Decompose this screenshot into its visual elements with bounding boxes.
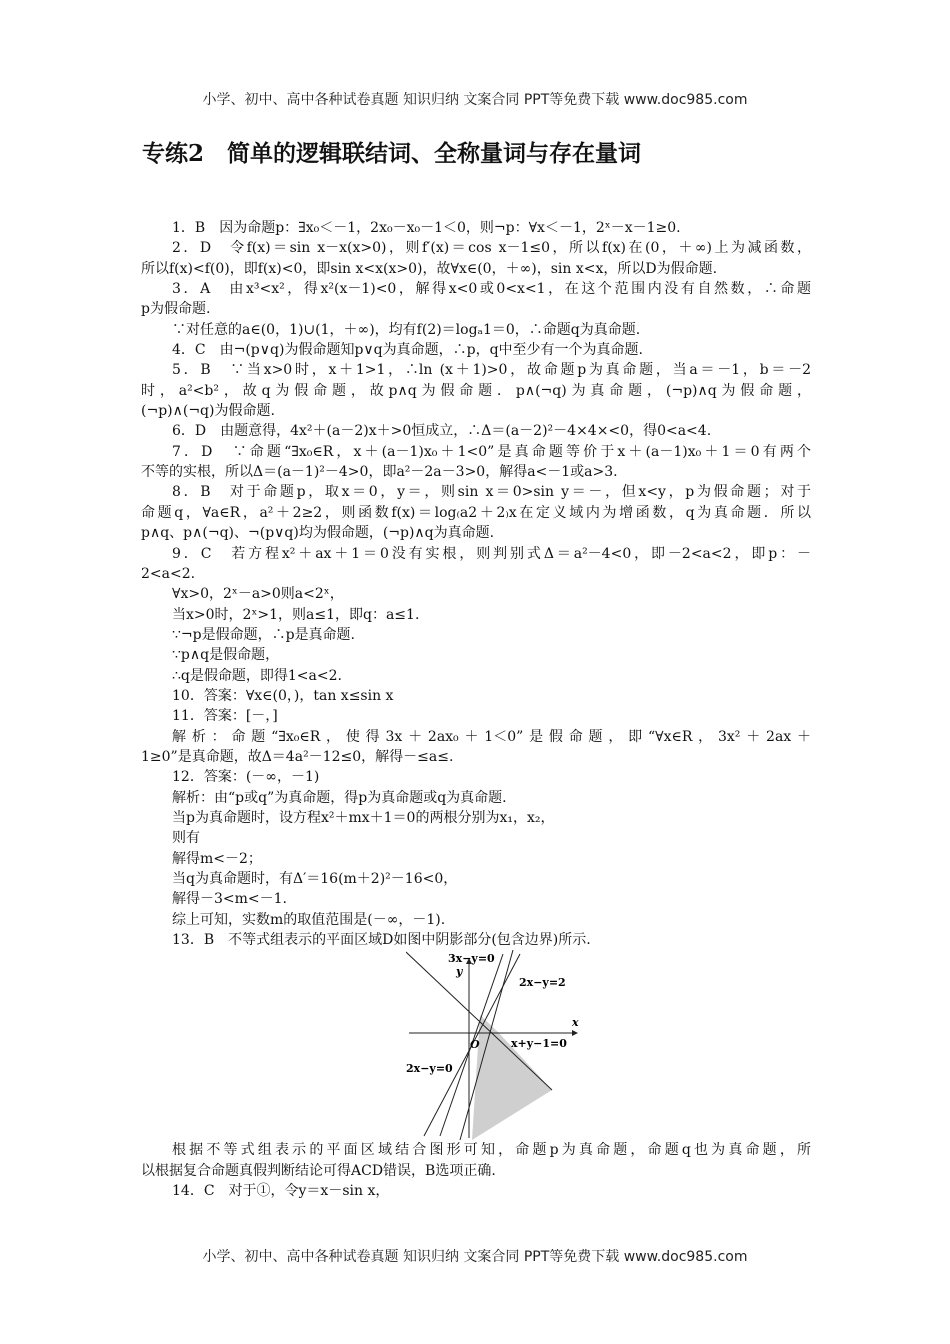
text-line: 根据不等式组表示的平面区域结合图形可知，命题p为真命题，命题q也为真命题，所: [172, 1142, 811, 1159]
text-line: ∀x>0，2ˣ－a>0则a<2ˣ，: [172, 586, 344, 603]
page-title: 专练2 简单的逻辑联结词、全称量词与存在量词: [142, 140, 642, 167]
text-line: 4．C 由¬(p∨q)为假命题知p∨q为真命题，∴p，q中至少有一个为真命题.: [172, 342, 643, 359]
text-line: ∴q是假命题，即得1<a<2.: [172, 667, 342, 684]
text-line: 3．A 由x³<x²，得x²(x－1)<0，解得x<0或0<x<1，在这个范围内没有自然数，∴命题: [172, 281, 811, 298]
text-line: (¬p)∧(¬q)为假命题.: [141, 403, 275, 420]
label-2x-y-2: 2x−y=2: [519, 976, 566, 990]
text-line: 11．答案：[－，]: [172, 708, 278, 725]
label-y-axis: y: [456, 965, 463, 979]
text-line: 时，a²<b²，故q为假命题，故p∧q为假命题．p∧(¬q)为真命题，(¬p)∧q为假命题，: [141, 382, 811, 399]
text-line: 14．C 对于①，令y＝x－sin x，: [172, 1183, 390, 1200]
text-line: 命题q，∀a∈R，a²＋2≥2，则函数f(x)＝log₍a2＋2₎x在定义域内为增函数，q为真命题．所以: [141, 504, 811, 521]
solutions-body: [141, 218, 811, 1201]
text-line: 解析：命题“∃x₀∈R，使得3x＋2ax₀＋1＜0”是假命题，即“∀x∈R，3x²＋2ax＋: [172, 728, 811, 745]
text-line: 解得－3<m<－1.: [172, 891, 288, 908]
text-line: 10．答案：∀x∈(0，)，tan x≤sin x: [172, 687, 394, 704]
text-line: ∵p∧q是假命题，: [172, 647, 280, 664]
text-line: p∧q、p∧(¬q)、¬(p∨q)均为假命题，(¬p)∧q为真命题.: [141, 525, 495, 542]
text-line: 2．D 令f(x)＝sin x－x(x>0)，则f′(x)＝cos x－1≤0，所以f(x)在(0，＋∞)上为减函数，: [172, 240, 811, 257]
text-line: 当x>0时，2ˣ>1，则a≤1，即q：a≤1.: [172, 606, 420, 623]
text-line: 则有: [172, 830, 200, 847]
text-line: 6．D 由题意得，4x²＋(a－2)x＋>0恒成立，∴Δ＝(a－2)²－4×4×<0，得0<a<4.: [172, 423, 712, 440]
text-line: 解析：由“p或q”为真命题，得p为真命题或q为真命题.: [172, 789, 507, 806]
linear-region-graph: [406, 950, 586, 1140]
text-line: 综上可知，实数m的取值范围是(－∞，－1).: [172, 911, 446, 928]
text-line: 当p为真命题时，设方程x²＋mx＋1＝0的两根分别为x₁，x₂，: [172, 809, 555, 826]
text-line: 以根据复合命题真假判断结论可得ACD错误，B选项正确.: [141, 1162, 496, 1179]
page-footer: 小学、初中、高中各种试卷真题 知识归纳 文案合同 PPT等免费下载 www.doc985.com: [202, 1249, 748, 1265]
text-line: 1≥0”是真命题，故Δ＝4a²－12≤0，解得－≤a≤.: [141, 748, 454, 765]
text-line: ∵¬p是假命题，∴p是真命题.: [172, 626, 356, 643]
text-line: 解得m<－2；: [172, 850, 262, 867]
text-line: 9．C 若方程x²＋ax＋1＝0没有实根，则判别式Δ＝a²－4<0，即－2<a<2，即p：－: [172, 545, 811, 562]
label-x-axis: x: [572, 1016, 579, 1030]
text-line: 13．B 不等式组表示的平面区域D如图中阴影部分(包含边界)所示.: [172, 932, 591, 949]
label-2x-y-0: 2x−y=0: [406, 1062, 453, 1076]
text-line: ∵对任意的a∈(0，1)∪(1，＋∞)，均有f(2)＝logₐ1＝0，∴命题q为真命题.: [172, 321, 641, 338]
text-line: 7．D ∵命题“∃x₀∈R，x＋(a－1)x₀＋1<0”是真命题等价于x＋(a－1)x₀＋1＝0有两个: [172, 443, 811, 460]
text-line: p为假命题.: [141, 301, 211, 318]
text-line: 5．B ∵当x>0时，x＋1>1，∴ln (x＋1)>0，故命题p为真命题，当a＝－1，b＝－2: [172, 362, 811, 379]
text-line: 2<a<2.: [141, 565, 196, 582]
page-header: 小学、初中、高中各种试卷真题 知识归纳 文案合同 PPT等免费下载 www.doc985.com: [202, 92, 748, 108]
text-line: 1．B 因为命题p：∃x₀＜－1，2x₀－x₀－1＜0，则¬p：∀x＜－1，2ˣ－x－1≥0.: [172, 220, 681, 236]
text-line: 12．答案：(－∞，－1): [172, 769, 320, 786]
x-axis-arrow: [572, 1030, 578, 1036]
region-figure: [141, 950, 811, 1140]
text-line: 不等的实根，所以Δ＝(a－1)²－4>0，即a²－2a－3>0，解得a<－1或a>3.: [141, 464, 618, 481]
label-3x-y-0: 3x−y=0: [448, 952, 495, 966]
label-x-y-1-0: x+y−1=0: [511, 1037, 567, 1051]
label-origin: O: [470, 1038, 480, 1052]
text-line: 8．B 对于命题p，取x＝0，y＝，则sin x＝0>sin y＝－，但x<y，p为假命题；对于: [172, 484, 811, 501]
text-line: 当q为真命题时，有Δ′＝16(m＋2)²－16<0，: [172, 871, 458, 887]
shaded-region: [472, 1015, 552, 1140]
text-line: 所以f(x)<f(0)，即f(x)<0，即sin x<x(x>0)，故∀x∈(0，＋∞)，sin x<x，所以D为假命题.: [141, 260, 718, 277]
